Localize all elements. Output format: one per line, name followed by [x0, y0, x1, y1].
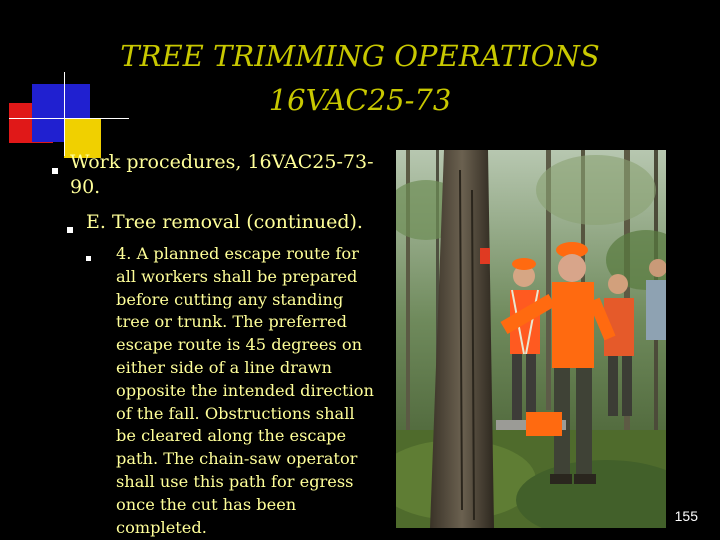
bullet-level1: Work procedures, 16VAC25-73-90. [70, 151, 374, 198]
bullet-marker-3 [86, 256, 91, 261]
forest-workers-photo [396, 150, 666, 528]
page-number: 155 [674, 508, 698, 524]
title-line-1: TREE TRIMMING OPERATIONS [120, 39, 600, 73]
bullet-level2: E. Tree removal (continued). [86, 211, 363, 233]
slide-title [60, 34, 660, 122]
title-line-2: 16VAC25-73 [268, 83, 452, 117]
bullet-level3: 4. A planned escape route for all workers shall be prepared before cutting any standing tree or trunk. The preferred escape route is 45 degrees on either side of a line drawn opposite the intended direction of the fall. Obstructions shall be cleared along the escape path. The chain-saw operator shall use this path for egress once the cut has been completed. [116, 244, 374, 537]
bullet-marker-1 [52, 168, 58, 174]
bullet-marker-2 [67, 227, 73, 233]
